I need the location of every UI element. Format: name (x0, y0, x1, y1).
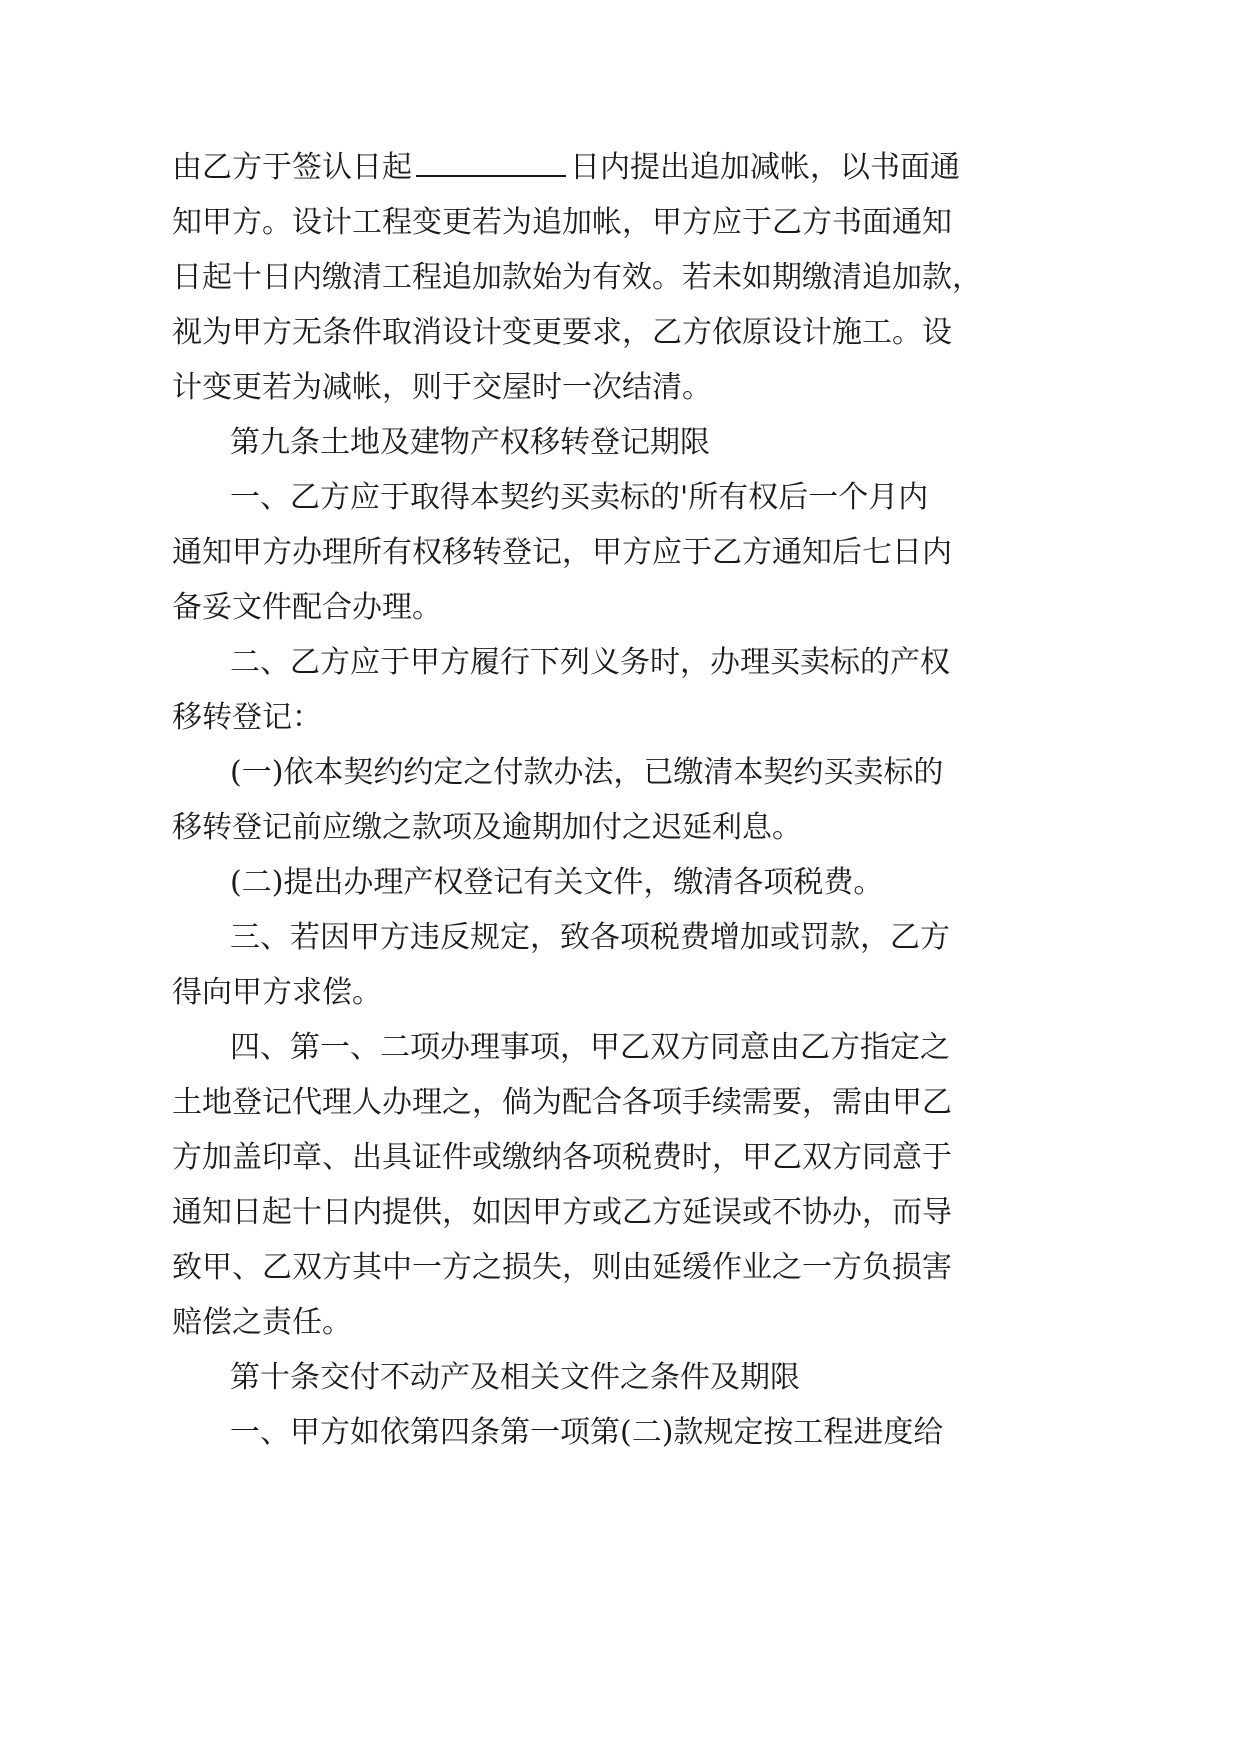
article-10-heading: 第十条交付不动产及相关文件之条件及期限 (230, 1360, 800, 1395)
line-16: 得向甲方求偿。 (172, 975, 382, 1010)
line-4: 视为甲方无条件取消设计变更要求，乙方依原设计施工。设 (172, 315, 952, 350)
line-14: (二)提出办理产权登记有关文件，缴清各项税费。 (230, 865, 884, 900)
line-11: 移转登记： (172, 700, 322, 735)
line-22: 赔偿之责任。 (172, 1305, 352, 1340)
line-10: 二、乙方应于甲方履行下列义务时，办理买卖标的产权 (230, 645, 950, 680)
line-1-post: 日内提出追加减帐，以书面通 (570, 150, 960, 185)
line-5: 计变更若为减帐，则于交屋时一次结清。 (172, 370, 712, 405)
line-12: (一)依本契约约定之付款办法，已缴清本契约买卖标的 (230, 755, 944, 790)
line-7: 一、乙方应于取得本契约买卖标的'所有权后一个月内 (230, 480, 929, 515)
line-19: 方加盖印章、出具证件或缴纳各项税费时，甲乙双方同意于 (172, 1140, 952, 1175)
line-3: 日起十日内缴清工程追加款始为有效。若未如期缴清追加款， (172, 260, 982, 295)
line-9: 备妥文件配合办理。 (172, 590, 442, 625)
line-21: 致甲、乙双方其中一方之损失，则由延缓作业之一方负损害 (172, 1250, 952, 1285)
line-17: 四、第一、二项办理事项，甲乙双方同意由乙方指定之 (230, 1030, 950, 1065)
line-8: 通知甲方办理所有权移转登记，甲方应于乙方通知后七日内 (172, 535, 952, 570)
line-1 (172, 148, 1241, 188)
line-2: 知甲方。设计工程变更若为追加帐，甲方应于乙方书面通知 (172, 205, 952, 240)
line-24: 一、甲方如依第四条第一项第(二)款规定按工程进度给 (230, 1415, 944, 1450)
line-13: 移转登记前应缴之款项及逾期加付之迟延利息。 (172, 810, 802, 845)
article-9-heading: 第九条土地及建物产权移转登记期限 (230, 425, 710, 460)
line-20: 通知日起十日内提供，如因甲方或乙方延误或不协办，而导 (172, 1195, 952, 1230)
line-18: 土地登记代理人办理之，倘为配合各项手续需要，需由甲乙 (172, 1085, 952, 1120)
line-15: 三、若因甲方违反规定，致各项税费增加或罚款，乙方 (230, 920, 950, 955)
fill-in-blank (416, 151, 566, 177)
line-1-pre: 由乙方于签认日起 (172, 150, 412, 185)
